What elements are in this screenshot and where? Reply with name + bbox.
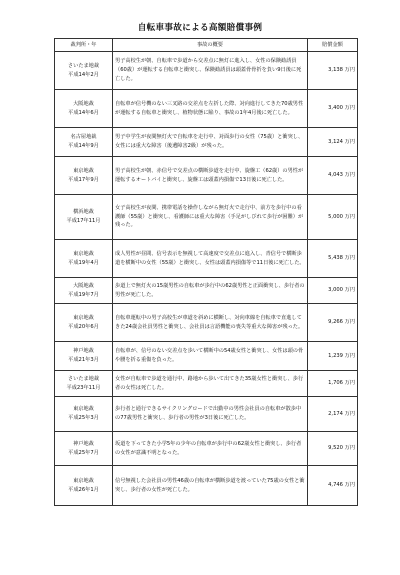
summary-cell: 自転車が信号機のない三叉路の交差点を左折した際、対向進行してきた70歳男性が運転する自転車と衝突し、植物状態に陥り、事故の1年4月後に死亡した。 [113,90,308,128]
court-name: 東京地裁 [73,477,94,484]
judgment-date: 平成17年11月 [66,218,101,224]
judgment-date: 平成19年7月 [68,291,99,298]
amount-cell: 4,746 万円 [308,466,358,506]
court-name: 名古屋地裁 [70,134,97,141]
damages-table [54,38,358,506]
judgment-date: 平成26年1月 [68,486,99,493]
court-cell [55,128,113,157]
header-summary: 事故の概要 [113,39,308,52]
court-name: 神戸地裁 [73,348,94,355]
summary-cell: 自転車が、信号のない交差点を歩いて横断中の54歳女性と衝突し、女性は頭の骨や腰を折る重傷を負った。 [113,342,308,371]
header-amount: 賠償金額 [308,39,358,52]
summary-cell: 男子高校生が朝、自転車で歩道から交差点に無灯に進入し、女性の保険勧誘員（60歳）が運転する自転車と衝突し、保険勧誘員は頭蓋骨骨折を負い9日後に死亡した。 [113,52,308,90]
table-row [55,195,358,240]
amount-cell: 4,043 万円 [308,157,358,195]
judgment-date: 平成19年4月 [68,259,99,266]
court-name: 東京地裁 [73,250,94,257]
table-row [55,52,358,90]
summary-cell: 歩道上で無灯火の15歳男性の自転車が歩行中の62歳男性と正面衝突し、歩行者の男性が死亡した。 [113,278,308,304]
table-row [55,240,358,278]
summary-cell: 女子高校生が夜間、携帯電話を操作しながら無灯火で走行中、前方を歩行中の看護師（55歳）と衝突し、看護師には重大な障害（手足がしびれて歩行が困難）が残った。 [113,195,308,240]
amount-cell: 1,239 万円 [308,342,358,371]
summary-cell: 成人男性が昼間、信号表示を無視して高速度で交差点に進入し、青信号で横断歩道を横断中の女性（55歳）と衝突し、女性は頭蓋内損傷等で11日後に死亡した。 [113,240,308,278]
court-cell [55,371,113,397]
summary-cell: 歩行者と通行できるサイクリングロードで出勤中の男性会社員の自転車が散歩中の77歳男性と衝突し、歩行者の男性が3日後に死亡した。 [113,397,308,432]
judgment-date: 平成25年7月 [68,449,99,456]
amount-cell: 5,438 万円 [308,240,358,278]
table-row [55,432,358,466]
court-name: 東京地裁 [73,167,94,174]
judgment-date: 平成14年9月 [68,143,99,149]
court-cell [55,304,113,342]
summary-cell: 自転車運転中の男子高校生が車道を斜めに横断し、対向車線を自転車で直進してきた24歳会社員男性と衝突し、会社員は言語機能の喪失等重大な障害が残った。 [113,304,308,342]
court-cell [55,466,113,506]
amount-cell: 3,000 万円 [308,278,358,304]
table-row [55,466,358,506]
amount-cell: 3,138 万円 [308,52,358,90]
amount-cell: 1,706 万円 [308,371,358,397]
court-cell [55,432,113,466]
table-row [55,157,358,195]
court-cell [55,195,113,240]
summary-cell: 坂道を下ってきた小学5年の少年の自転車が歩行中の62歳女性と衝突し、歩行者の女性が意識不明となった。 [113,432,308,466]
summary-cell: 女性が自転車で歩道を通行中、路地から歩いて出てきた35歳女性と衝突し、歩行者の女性は死亡した。 [113,371,308,397]
table-row [55,90,358,128]
court-name: 神戸地裁 [73,440,94,447]
court-cell [55,157,113,195]
document-title: 自転車事故による高額賠償事例 [137,23,263,33]
judgment-date: 平成23年11月 [66,384,101,391]
court-name: 東京地裁 [73,406,94,413]
amount-cell: 3,400 万円 [308,90,358,128]
amount-cell: 2,174 万円 [308,397,358,432]
amount-cell: 9,266 万円 [308,304,358,342]
court-name: 東京地裁 [73,314,94,321]
judgment-date: 平成17年9月 [68,176,99,183]
judgment-date: 平成21年3月 [68,357,99,363]
amount-cell: 9,520 万円 [308,432,358,466]
table-row [55,278,358,304]
amount-cell: 3,124 万円 [308,128,358,157]
table-row [55,371,358,397]
header-court-year: 裁判所・年 [55,39,113,52]
table-row [55,342,358,371]
summary-cell: 男子高校生が朝、赤信号で交差点の横断歩道を走行中、旋盤工（62歳）の男性が運転するオートバイと衝突し、旋盤工は頭蓋内損傷で13日後に死亡した。 [113,157,308,195]
table-row [55,304,358,342]
table-row [55,128,358,157]
amount-cell: 5,000 万円 [308,195,358,240]
court-cell [55,240,113,278]
table-header-row [55,39,358,52]
court-cell [55,52,113,90]
court-name: 横浜地裁 [73,209,94,216]
court-cell [55,397,113,432]
judgment-date: 平成25年3月 [68,415,99,421]
court-name: さいたま地裁 [67,62,100,69]
table-row [55,397,358,432]
court-cell [55,278,113,304]
summary-cell: 信号無視した会社員の男性46歳の自転車が横断歩道を渡っていた75歳の女性と衝突し、歩行者の女性が死亡した。 [113,466,308,506]
judgment-date: 平成14年6月 [68,109,99,116]
summary-cell: 男子中学生が夜間無灯火で自転車を走行中、対面歩行の女性（75歳）と衝突し、女性には重大な障害（後遺障害2級）が残った。 [113,128,308,157]
court-name: 大阪地裁 [73,282,94,289]
judgment-date: 平成14年2月 [68,71,99,78]
judgment-date: 平成20年6月 [68,323,99,330]
court-name: さいたま地裁 [67,375,100,382]
court-cell [55,342,113,371]
court-name: 大阪地裁 [73,100,94,107]
court-cell [55,90,113,128]
